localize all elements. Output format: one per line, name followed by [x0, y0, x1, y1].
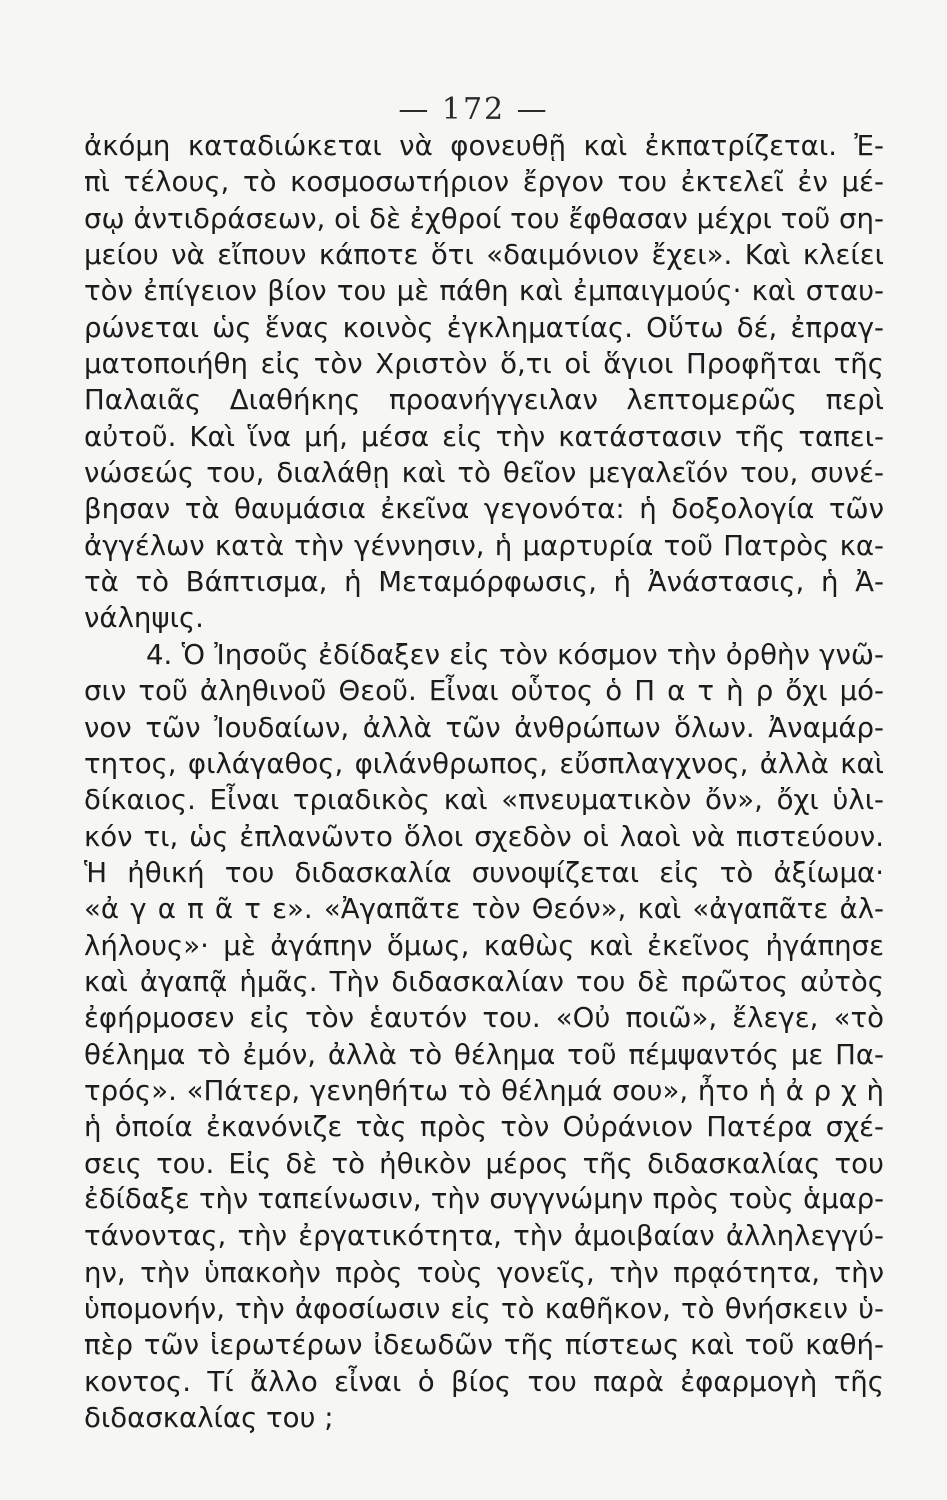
text-line: πὶ τέλους, τὸ κοσμοσωτήριον ἔργον του ἐκτελεῖ ἐν μέ-: [84, 165, 884, 199]
text-line: διδασκαλίας του ;: [84, 1401, 334, 1435]
text-line: ἀκόμη καταδιώκεται νὰ φονευθῇ καὶ ἐκπατρίζεται. Ἐ-: [84, 129, 884, 162]
page-number: — 172 —: [398, 92, 549, 127]
text-line: βησαν τὰ θαυμάσια ἐκεῖνα γεγονότα: ἡ δοξολογία τῶν: [84, 492, 884, 526]
text-line: ην, τὴν ὑπακοὴν πρὸς τοὺς γονεῖς, τὴν πρᾳότητα, τὴν: [84, 1255, 884, 1289]
text-line: κόν τι, ὡς ἐπλανῶντο ὅλοι σχεδὸν οἱ λαοὶ νὰ πιστεύουν.: [84, 819, 884, 853]
text-line: ἐδίδαξε τὴν ταπείνωσιν, τὴν συγγνώμην πρὸς τοὺς ἁμαρ-: [84, 1183, 884, 1215]
text-line: νώσεώς του, διαλάθῃ καὶ τὸ θεῖον μεγαλεῖόν του, συνέ-: [84, 456, 884, 490]
text-line: πὲρ τῶν ἱερωτέρων ἰδεωδῶν τῆς πίστεως καὶ τοῦ καθή-: [84, 1328, 884, 1362]
text-line: σῳ ἀντιδράσεων, οἱ δὲ ἐχθροί του ἔφθασαν μέχρι τοῦ ση-: [84, 201, 884, 235]
text-line: τὸν ἐπίγειον βίον του μὲ πάθη καὶ ἐμπαιγμούς· καὶ σταυ-: [84, 274, 884, 308]
text-line: λήλους»· μὲ ἀγάπην ὅμως, καθὼς καὶ ἐκεῖνος ἠγάπησε: [84, 928, 884, 962]
text-line: νον τῶν Ἰουδαίων, ἀλλὰ τῶν ἀνθρώπων ὅλων. Ἀναμάρ-: [84, 710, 884, 744]
text-line: τητος, φιλάγαθος, φιλάνθρωπος, εὔσπλαγχνος, ἀλλὰ καὶ: [84, 746, 884, 780]
text-line: «ἀ γ α π ᾶ τ ε». «Ἀγαπᾶτε τὸν Θεόν», καὶ «ἀγαπᾶτε ἀλ-: [84, 892, 884, 926]
text-line: τὰ τὸ Βάπτισμα, ἡ Μεταμόρφωσις, ἡ Ἀνάστασις, ἡ Ἀ-: [84, 565, 884, 599]
text-line: σιν τοῦ ἀληθινοῦ Θεοῦ. Εἶναι οὗτος ὁ Π α τ ὴ ρ ὄχι μό-: [84, 674, 884, 708]
text-line: δίκαιος. Εἶναι τριαδικὸς καὶ «πνευματικὸν ὄν», ὄχι ὑλι-: [84, 783, 884, 817]
text-line: τρός». «Πάτερ, γενηθήτω τὸ θέλημά σου», ἦτο ἡ ἀ ρ χ ὴ: [84, 1073, 884, 1107]
text-line: κοντος. Τί ἄλλο εἶναι ὁ βίος του παρὰ ἐφαρμογὴ τῆς: [84, 1364, 884, 1398]
text-line: ἐφήρμοσεν εἰς τὸν ἑαυτόν του. «Οὐ ποιῶ», ἔλεγε, «τὸ: [84, 1001, 884, 1035]
text-line: Παλαιᾶς Διαθήκης προανήγγειλαν λεπτομερῶς περὶ: [84, 383, 884, 417]
text-line: ματοποιήθη εἰς τὸν Χριστὸν ὅ,τι οἱ ἅγιοι Προφῆται τῆς: [84, 347, 884, 381]
text-line: σεις του. Εἰς δὲ τὸ ἠθικὸν μέρος τῆς διδασκαλίας του: [84, 1146, 884, 1180]
text-line: νάληψις.: [84, 601, 204, 635]
text-line: Ἡ ἠθική του διδασκαλία συνοψίζεται εἰς τὸ ἀξίωμα·: [84, 855, 884, 889]
text-line: ρώνεται ὡς ἕνας κοινὸς ἐγκληματίας. Οὕτω δέ, ἐπραγ-: [84, 310, 884, 344]
text-line: μείου νὰ εἴπουν κάποτε ὅτι «δαιμόνιον ἔχει». Καὶ κλείει: [84, 238, 884, 272]
text-line: θέλημα τὸ ἐμόν, ἀλλὰ τὸ θέλημα τοῦ πέμψαντός με Πα-: [84, 1037, 884, 1071]
text-line: ὑπομονήν, τὴν ἀφοσίωσιν εἰς τὸ καθῆκον, τὸ θνήσκειν ὑ-: [84, 1292, 884, 1325]
text-line: καὶ ἀγαπᾷ ἡμᾶς. Τὴν διδασκαλίαν του δὲ πρῶτος αὐτὸς: [84, 964, 884, 998]
section-4-start-line: 4. Ὁ Ἰησοῦς ἐδίδαξεν εἰς τὸν κόσμον τὴν ὀρθὴν γνῶ-: [146, 637, 884, 671]
text-line: αὐτοῦ. Καὶ ἵνα μή, μέσα εἰς τὴν κατάστασιν τῆς ταπει-: [84, 419, 884, 453]
text-line: ἡ ὁποία ἐκανόνιζε τὰς πρὸς τὸν Οὐράνιον Πατέρα σχέ-: [84, 1110, 884, 1144]
text-line: τάνοντας, τὴν ἐργατικότητα, τὴν ἀμοιβαίαν ἀλληλεγγύ-: [84, 1219, 884, 1253]
text-line: ἀγγέλων κατὰ τὴν γέννησιν, ἡ μαρτυρία τοῦ Πατρὸς κα-: [84, 528, 884, 562]
body-text: [84, 128, 884, 1436]
